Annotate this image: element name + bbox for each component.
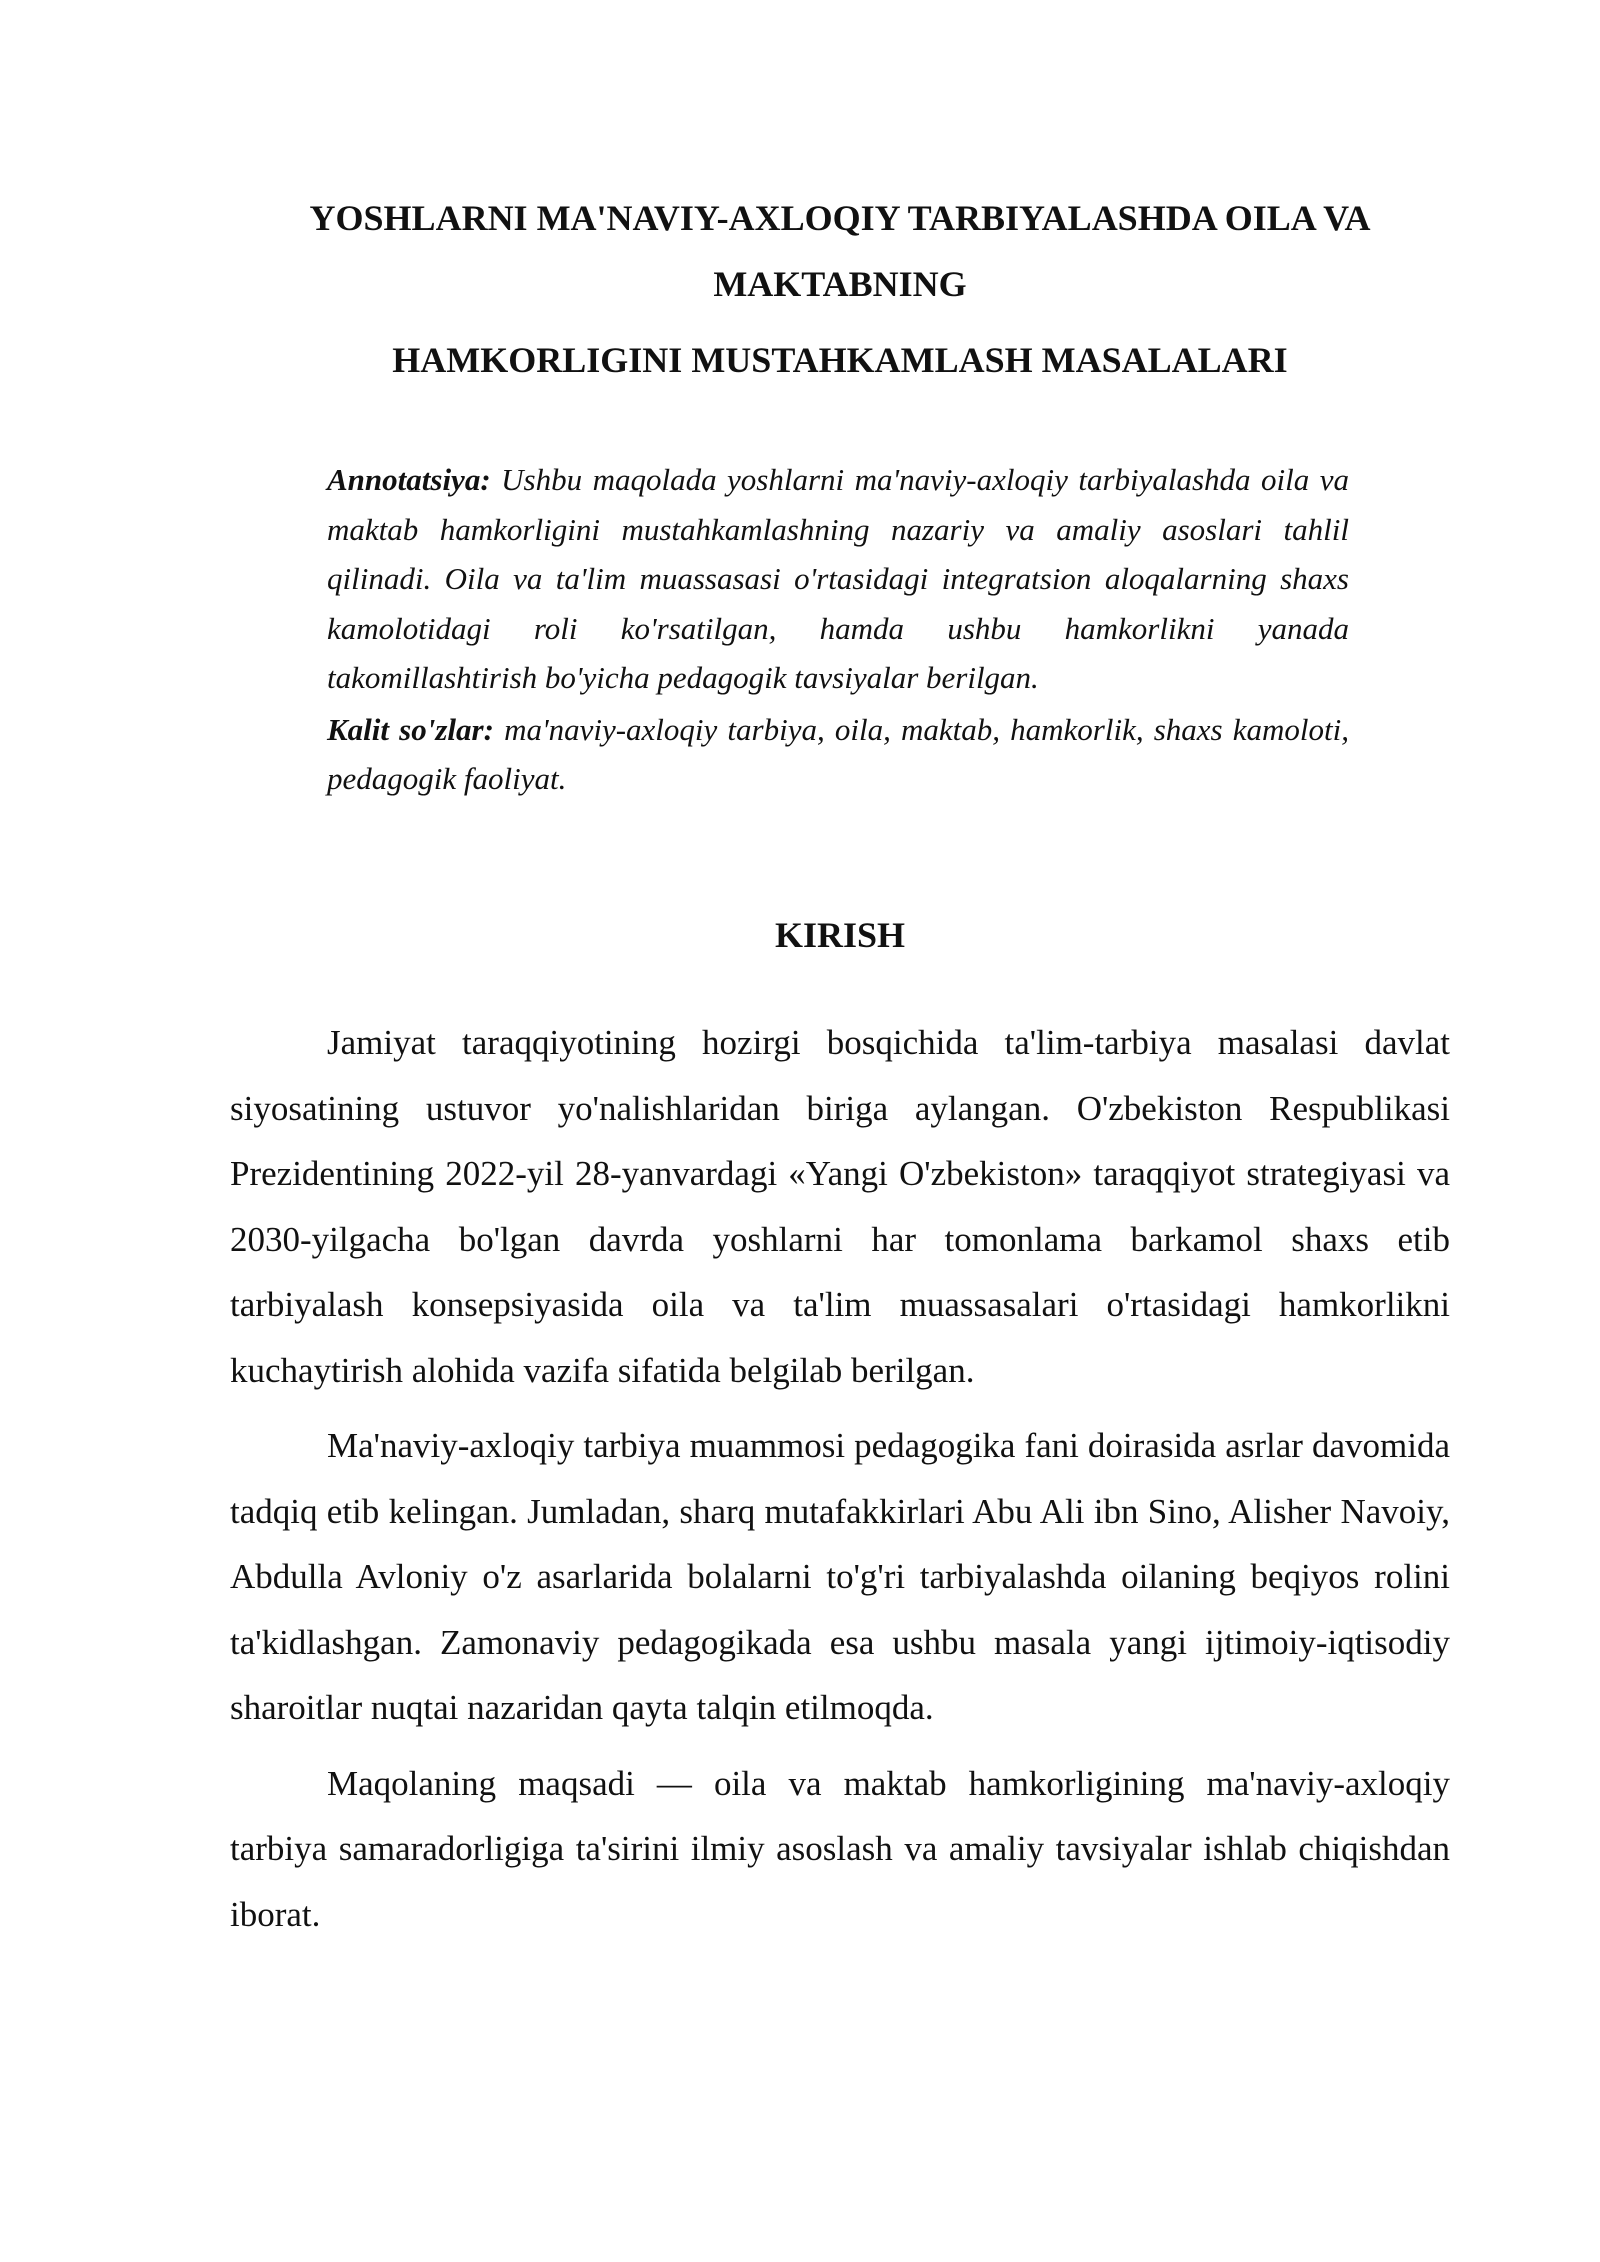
body-paragraph-2: Ma'naviy-axloqiy tarbiya muammosi pedagogika fani doirasida asrlar davomida tadqiq etib kelingan. Jumladan, sharq mutafakkirlari Abu Ali ibn Sino, Alisher Navoiy, Abdulla Avloniy o'z asarlarida bolalarni to'g'ri tarbiyalashda oilaning beqiyos rolini ta'kidlashgan. Zamonaviy pedagogikada esa ushbu masala yangi ijtimoiy-iqtisodiy sharoitlar nuqtai nazaridan qayta talqin etilmoqda. xyxy=(230,1426,1450,1727)
title-line-3: HAMKORLIGINI MUSTAHKAMLASH MASALALARI xyxy=(392,340,1288,380)
keywords-paragraph xyxy=(327,705,1349,804)
keywords-label: Kalit so'zlar: xyxy=(327,711,494,747)
body-paragraph-1: Jamiyat taraqqiyotining hozirgi bosqichida ta'lim-tarbiya masalasi davlat siyosatining ustuvor yo'nalishlaridan biriga aylangan. O'zbekiston Respublikasi Prezidentining 2022-yil 28-yanvardagi «Yangi O'zbekiston» taraqqiyot strategiyasi va 2030-yilgacha bo'lgan davrda yoshlarni har tomonlama barkamol shaxs etib tarbiyalash konsepsiyasida oila va ta'lim muassasalari o'rtasidagi hamkorlikni kuchaytirish alohida vazifa sifatida belgilab berilgan. xyxy=(230,1023,1450,1390)
section-heading: KIRISH xyxy=(774,915,906,955)
abstract-paragraph xyxy=(327,455,1349,703)
body-paragraph-3: Maqolaning maqsadi — oila va maktab hamkorligining ma'naviy-axloqiy tarbiya samaradorligiga ta'sirini ilmiy asoslash va amaliy tavsiyalar ishlab chiqishdan iborat. xyxy=(230,1763,1450,1934)
abstract-text: Ushbu maqolada yoshlarni ma'naviy-axloqiy tarbiyalashda oila va maktab hamkorligini mustahkamlashning nazariy va amaliy asoslari tahlil qilinadi. Oila va ta'lim muassasasi o'rtasidagi integratsion aloqalarning shaxs kamolotidagi roli ko'rsatilgan, hamda ushbu hamkorlikni yanada takomillashtirish bo'yicha pedagogik tavsiyalar berilgan. xyxy=(327,462,1349,695)
title-line-2: MAKTABNING xyxy=(713,264,967,304)
article-title xyxy=(230,185,1450,393)
keywords-text: ma'naviy-axloqiy tarbiya, oila, maktab, hamkorlik, shaxs kamoloti, pedagogik faoliyat. xyxy=(327,711,1349,796)
title-line-1: YOSHLARNI MA'NAVIY-AXLOQIY TARBIYALASHDA OILA VA xyxy=(309,198,1371,238)
abstract-block xyxy=(327,455,1349,804)
body-text xyxy=(230,1010,1450,1957)
abstract-label: Annotatsiya: xyxy=(327,462,491,497)
